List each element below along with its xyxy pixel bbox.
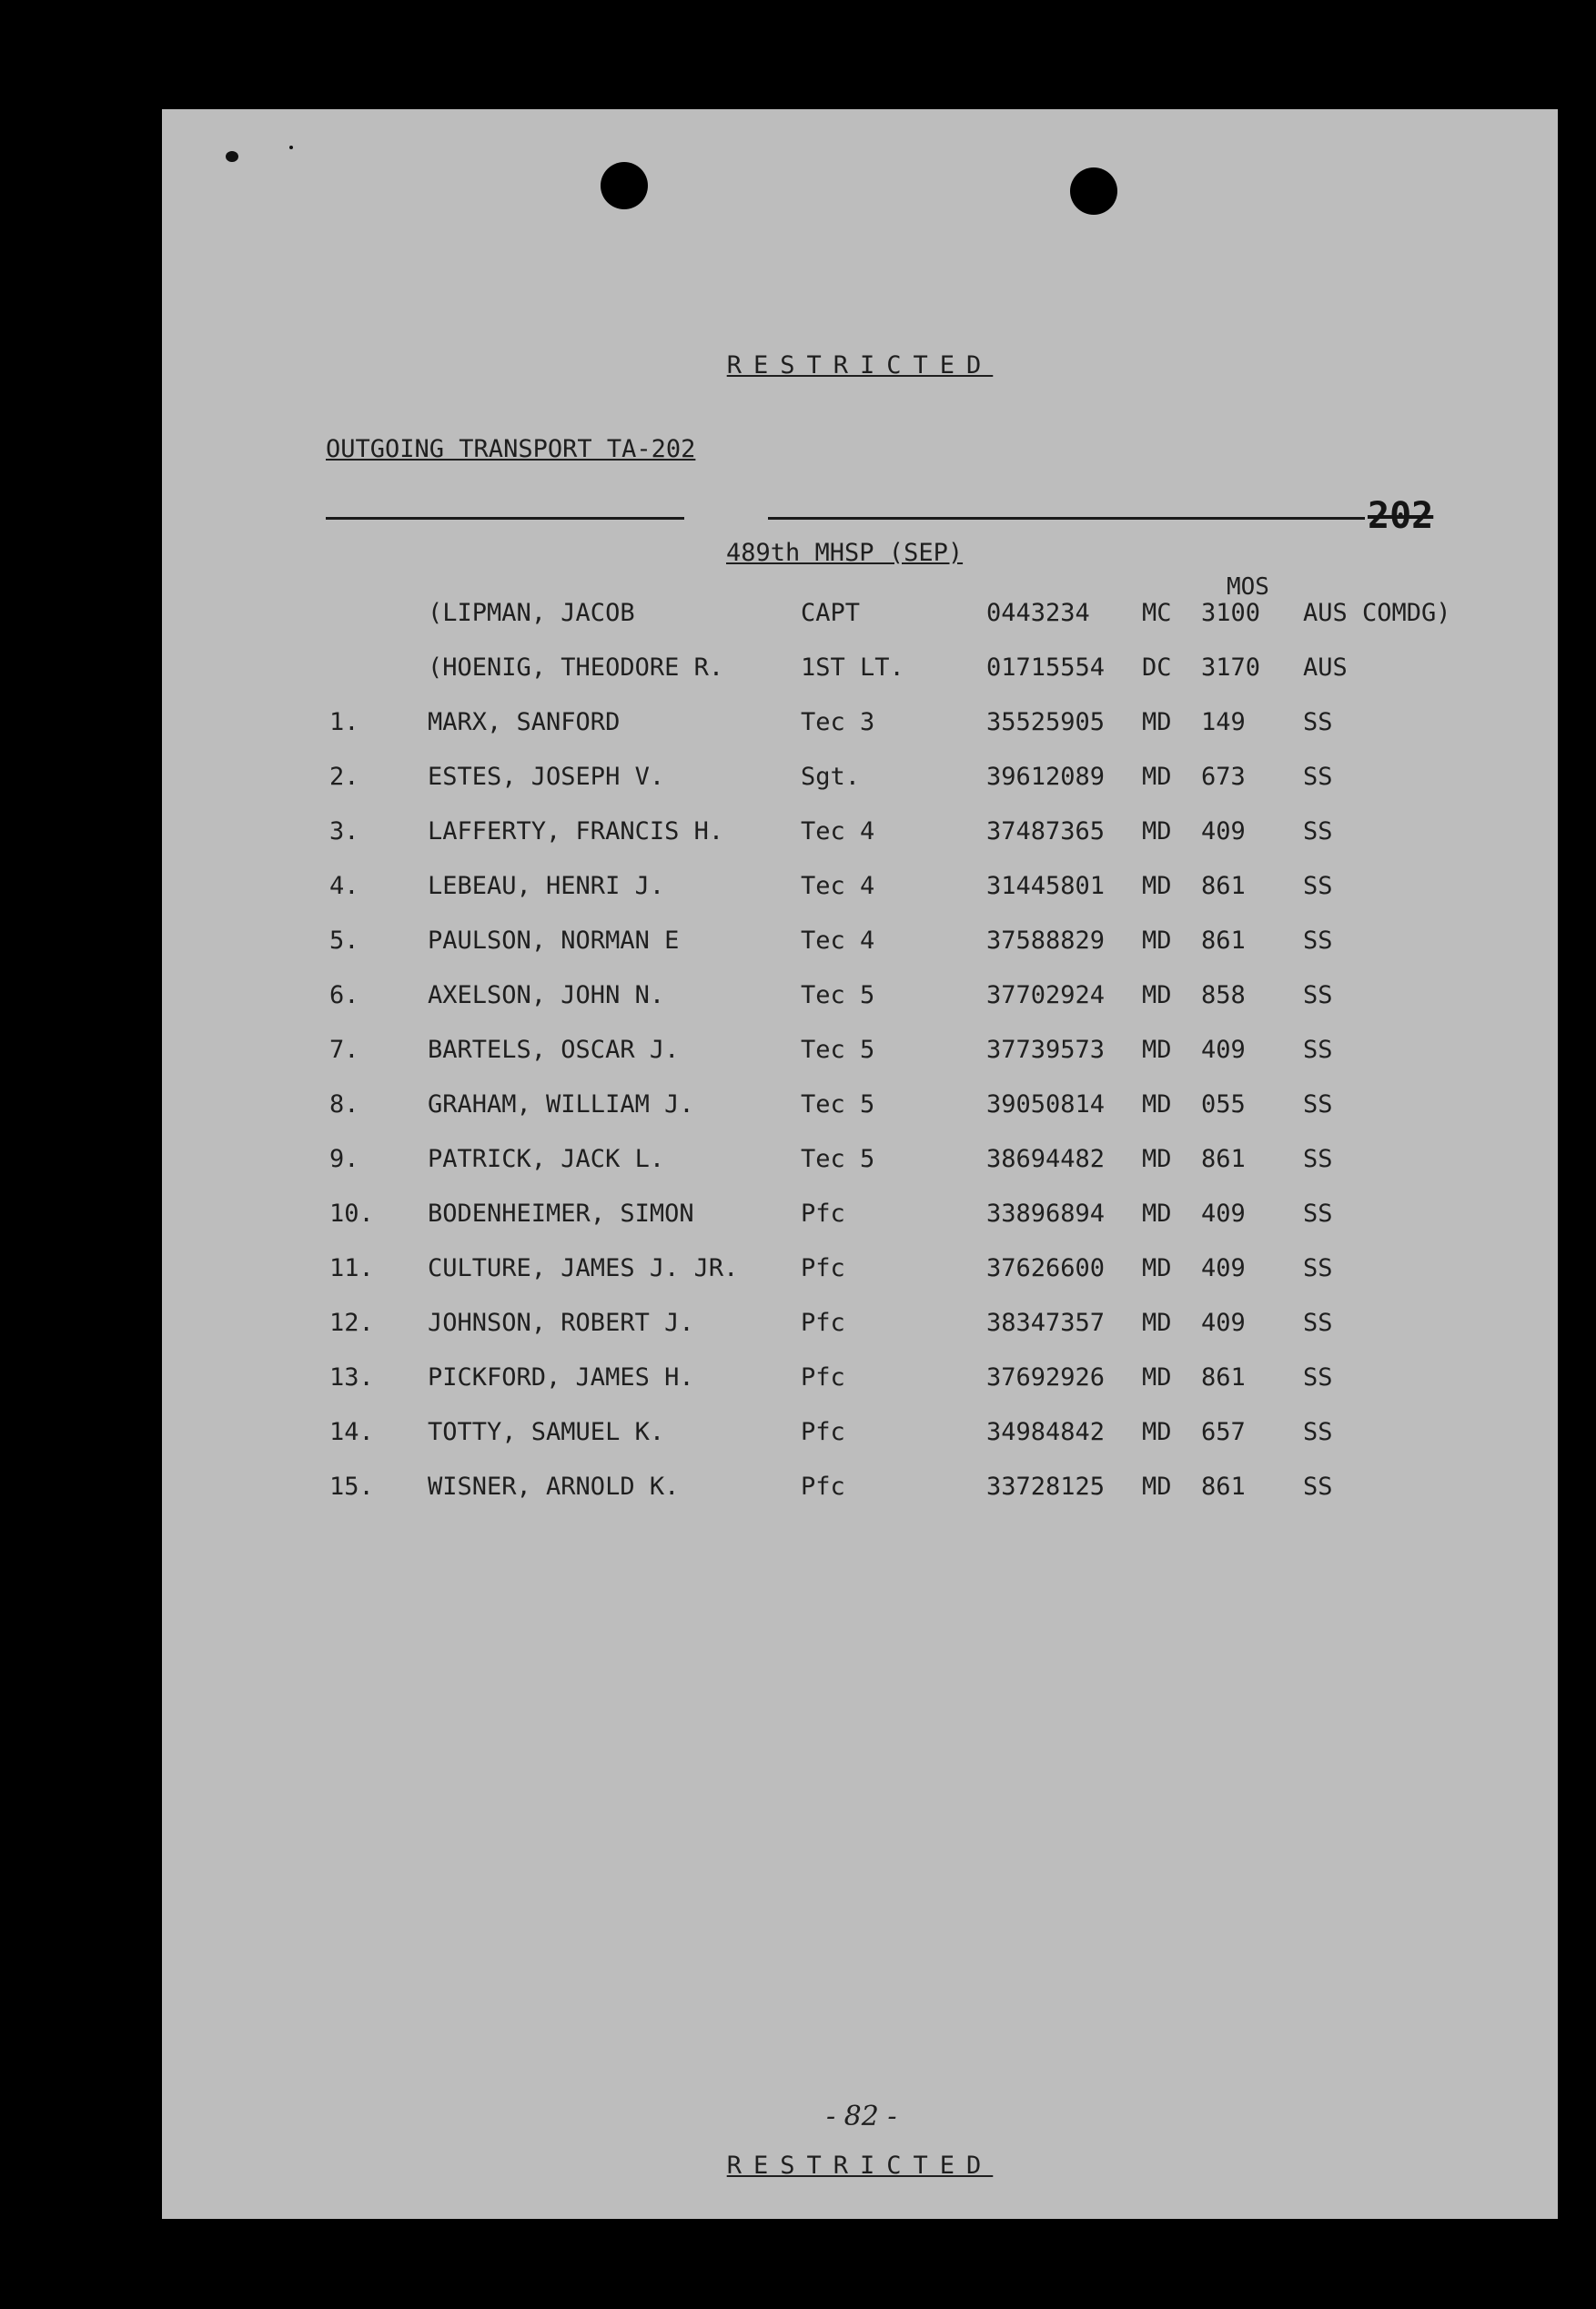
punch-hole: [1070, 167, 1117, 215]
table-row: [162, 1090, 1558, 1127]
cell-arm: MD: [1142, 1363, 1172, 1392]
cell-mos: 861: [1201, 1145, 1246, 1173]
cell-name: CULTURE, JAMES J. JR.: [428, 1254, 739, 1282]
cell-rank: Tec 5: [801, 1090, 875, 1119]
table-row: [162, 927, 1558, 963]
cell-name: BARTELS, OSCAR J.: [428, 1036, 680, 1064]
cell-num: 1.: [329, 708, 359, 736]
cell-name: ESTES, JOSEPH V.: [428, 763, 665, 791]
cell-comp: SS: [1303, 872, 1333, 900]
cell-num: 7.: [329, 1036, 359, 1064]
divider-rule: [326, 517, 684, 520]
cell-arm: MD: [1142, 1418, 1172, 1446]
cell-rank: Pfc: [801, 1418, 845, 1446]
cell-arm: MD: [1142, 817, 1172, 846]
cell-name: GRAHAM, WILLIAM J.: [428, 1090, 694, 1119]
folio-number: - 82 -: [826, 2101, 897, 2132]
cell-comp: SS: [1303, 1309, 1333, 1337]
table-row: [162, 1145, 1558, 1181]
cell-arm: MD: [1142, 927, 1172, 955]
cell-num: 9.: [329, 1145, 359, 1173]
cell-num: 2.: [329, 763, 359, 791]
cell-name: PAULSON, NORMAN E: [428, 927, 680, 955]
cell-serial: 39050814: [986, 1090, 1106, 1119]
cell-num: 15.: [329, 1473, 374, 1501]
cell-num: 11.: [329, 1254, 374, 1282]
table-row: [162, 1200, 1558, 1236]
cell-comp: SS: [1303, 1473, 1333, 1501]
cell-mos: 409: [1201, 1309, 1246, 1337]
cell-rank: Tec 5: [801, 981, 875, 1009]
cell-arm: MD: [1142, 981, 1172, 1009]
page-number: 202: [1368, 495, 1434, 537]
cell-rank: Pfc: [801, 1254, 845, 1282]
punch-hole: [601, 162, 648, 209]
classification-footer: RESTRICTED: [726, 2152, 994, 2180]
cell-num: 13.: [329, 1363, 374, 1392]
cell-mos: 657: [1201, 1418, 1246, 1446]
cell-arm: MC: [1142, 599, 1172, 627]
cell-serial: 39612089: [986, 763, 1106, 791]
cell-name: LAFFERTY, FRANCIS H.: [428, 817, 724, 846]
cell-arm: MD: [1142, 872, 1172, 900]
cell-name: JOHNSON, ROBERT J.: [428, 1309, 694, 1337]
ink-speck: [226, 151, 238, 162]
cell-rank: CAPT: [801, 599, 861, 627]
cell-serial: 34984842: [986, 1418, 1106, 1446]
cell-arm: MD: [1142, 1036, 1172, 1064]
cell-rank: Tec 4: [801, 927, 875, 955]
table-row: [162, 872, 1558, 908]
cell-serial: 37487365: [986, 817, 1106, 846]
cell-rank: Tec 4: [801, 872, 875, 900]
cell-arm: MD: [1142, 763, 1172, 791]
cell-comp: AUS COMDG): [1303, 599, 1451, 627]
cell-serial: 37702924: [986, 981, 1106, 1009]
unit-designation: 489th MHSP (SEP): [726, 539, 964, 567]
cell-name: (LIPMAN, JACOB: [428, 599, 635, 627]
cell-comp: SS: [1303, 763, 1333, 791]
cell-mos: 409: [1201, 1036, 1246, 1064]
cell-serial: 0443234: [986, 599, 1090, 627]
cell-name: BODENHEIMER, SIMON: [428, 1200, 694, 1228]
table-row: [162, 763, 1558, 799]
cell-mos: 3100: [1201, 599, 1261, 627]
cell-serial: 31445801: [986, 872, 1106, 900]
cell-rank: Pfc: [801, 1309, 845, 1337]
cell-mos: 673: [1201, 763, 1246, 791]
cell-serial: 33896894: [986, 1200, 1106, 1228]
cell-mos: 409: [1201, 1254, 1246, 1282]
cell-comp: SS: [1303, 1418, 1333, 1446]
cell-rank: Pfc: [801, 1200, 845, 1228]
ink-speck: [289, 146, 293, 149]
cell-serial: 35525905: [986, 708, 1106, 736]
cell-num: 12.: [329, 1309, 374, 1337]
table-row: [162, 1254, 1558, 1291]
cell-comp: SS: [1303, 708, 1333, 736]
cell-num: 6.: [329, 981, 359, 1009]
table-row: [162, 1473, 1558, 1509]
cell-rank: 1ST LT.: [801, 653, 904, 682]
cell-arm: MD: [1142, 708, 1172, 736]
cell-mos: 861: [1201, 872, 1246, 900]
cell-serial: 37588829: [986, 927, 1106, 955]
cell-serial: 01715554: [986, 653, 1106, 682]
table-row: [162, 1309, 1558, 1345]
cell-name: MARX, SANFORD: [428, 708, 621, 736]
cell-serial: 37692926: [986, 1363, 1106, 1392]
table-row: [162, 1036, 1558, 1072]
cell-name: LEBEAU, HENRI J.: [428, 872, 665, 900]
cell-rank: Tec 4: [801, 817, 875, 846]
document-heading: OUTGOING TRANSPORT TA-202: [326, 435, 696, 463]
cell-name: AXELSON, JOHN N.: [428, 981, 665, 1009]
cell-comp: SS: [1303, 817, 1333, 846]
divider-rule: [768, 517, 1365, 520]
cell-comp: SS: [1303, 1200, 1333, 1228]
cell-num: 14.: [329, 1418, 374, 1446]
cell-mos: 055: [1201, 1090, 1246, 1119]
cell-rank: Pfc: [801, 1473, 845, 1501]
cell-rank: Tec 5: [801, 1036, 875, 1064]
cell-mos: 3170: [1201, 653, 1261, 682]
cell-arm: MD: [1142, 1200, 1172, 1228]
cell-mos: 149: [1201, 708, 1246, 736]
cell-mos: 858: [1201, 981, 1246, 1009]
cell-arm: MD: [1142, 1473, 1172, 1501]
cell-comp: SS: [1303, 927, 1333, 955]
cell-arm: MD: [1142, 1090, 1172, 1119]
table-row: [162, 708, 1558, 744]
cell-num: 8.: [329, 1090, 359, 1119]
cell-comp: SS: [1303, 1090, 1333, 1119]
cell-name: (HOENIG, THEODORE R.: [428, 653, 724, 682]
cell-name: PICKFORD, JAMES H.: [428, 1363, 694, 1392]
cell-serial: 37626600: [986, 1254, 1106, 1282]
table-row: [162, 981, 1558, 1018]
cell-name: WISNER, ARNOLD K.: [428, 1473, 680, 1501]
cell-comp: SS: [1303, 981, 1333, 1009]
cell-mos: 861: [1201, 1473, 1246, 1501]
cell-mos: 861: [1201, 1363, 1246, 1392]
cell-arm: MD: [1142, 1145, 1172, 1173]
table-row: [162, 1418, 1558, 1454]
cell-arm: MD: [1142, 1309, 1172, 1337]
cell-comp: SS: [1303, 1254, 1333, 1282]
cell-num: 10.: [329, 1200, 374, 1228]
classification-header: RESTRICTED: [726, 351, 994, 380]
cell-num: 4.: [329, 872, 359, 900]
cell-arm: DC: [1142, 653, 1172, 682]
table-row: [162, 1363, 1558, 1400]
cell-rank: Tec 5: [801, 1145, 875, 1173]
cell-mos: 409: [1201, 1200, 1246, 1228]
cell-mos: 861: [1201, 927, 1246, 955]
cell-name: PATRICK, JACK L.: [428, 1145, 665, 1173]
cell-num: 5.: [329, 927, 359, 955]
cell-comp: SS: [1303, 1363, 1333, 1392]
cell-serial: 33728125: [986, 1473, 1106, 1501]
table-row: [162, 653, 1558, 690]
cell-serial: 38347357: [986, 1309, 1106, 1337]
cell-mos: 409: [1201, 817, 1246, 846]
cell-serial: 38694482: [986, 1145, 1106, 1173]
cell-comp: SS: [1303, 1036, 1333, 1064]
cell-serial: 37739573: [986, 1036, 1106, 1064]
cell-name: TOTTY, SAMUEL K.: [428, 1418, 665, 1446]
table-row: [162, 599, 1558, 635]
document-page: [162, 109, 1558, 2219]
table-row: [162, 817, 1558, 854]
cell-arm: MD: [1142, 1254, 1172, 1282]
cell-num: 3.: [329, 817, 359, 846]
cell-comp: SS: [1303, 1145, 1333, 1173]
cell-rank: Sgt.: [801, 763, 861, 791]
cell-rank: Tec 3: [801, 708, 875, 736]
cell-rank: Pfc: [801, 1363, 845, 1392]
mos-column-header: MOS: [1227, 573, 1269, 601]
cell-comp: AUS: [1303, 653, 1348, 682]
